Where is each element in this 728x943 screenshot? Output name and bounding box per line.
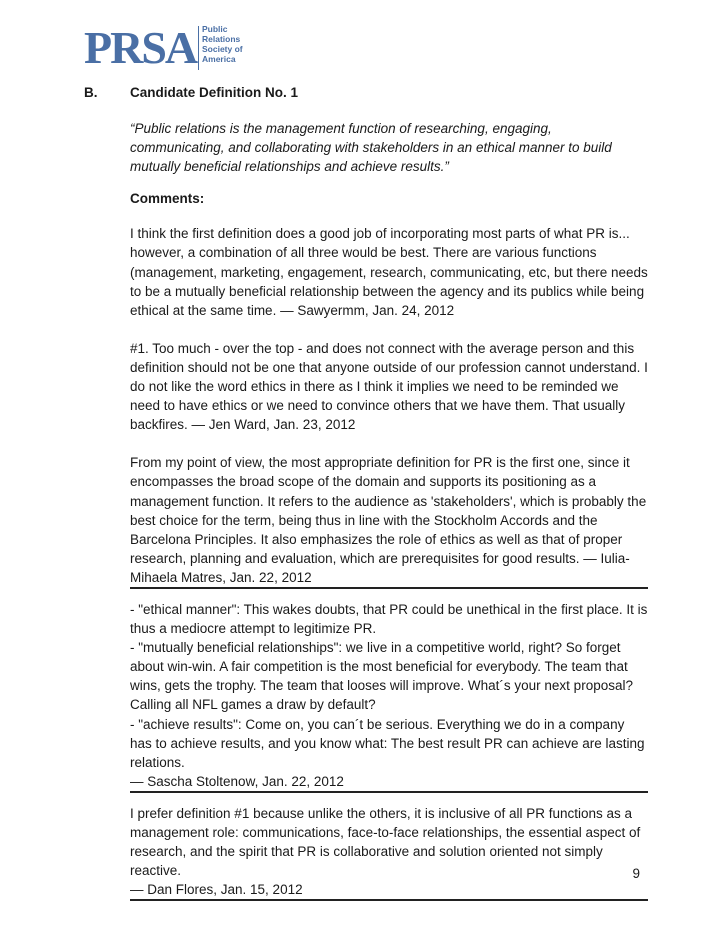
logo-line: Public: [202, 24, 228, 34]
logo-line: America: [202, 54, 236, 64]
comment: [130, 600, 648, 793]
comment-signature: — Sascha Stoltenow, Jan. 22, 2012: [130, 773, 344, 789]
prsa-logo: [84, 20, 254, 80]
comment-text: #1. Too much - over the top - and does not connect with the average person and this definition should not be one that anyone outside of our profession cannot understand. I do not like the word ethics in there as I think it implies we need to be reminded we need to have ethics or we need to convince others that we have them. That usually backfires. — Jen Ward, Jan. 23, 2012: [130, 340, 648, 433]
comments-heading: Comments:: [130, 191, 205, 207]
comment: [130, 224, 648, 319]
comment-text: I think the first definition does a good job of incorporating most parts of what PR is... however, a combination of all three would be best. There are various functions (management, marketing, engagement, research, communicating, etc, but there needs to be a mutually beneficial relationship between the agency and its publics while being ethical at the same time. — Sawyermm, Jan. 24, 2012: [130, 226, 648, 318]
comment-line: - "achieve results": Come on, you can´t be serious. Everything we do in a company has to achieve results, and you know what: The best result PR can achieve are lasting relations.: [130, 716, 645, 770]
comment: [130, 804, 648, 901]
comment: [130, 453, 648, 589]
section-title: Candidate Definition No. 1: [130, 85, 299, 100]
document-body: [130, 119, 648, 901]
comment-line: - "mutually beneficial relationships": we live in a competitive world, right? So forget about win-win. A fair competition is the most beneficial for everybody. The team that wins, gets the trophy. The team that looses will improve. What´s your next proposal? Calling all NFL games a draw by default?: [130, 640, 633, 713]
logo-mark: PRSA: [84, 22, 197, 73]
comment: [130, 339, 648, 434]
logo-divider: [198, 26, 199, 70]
logo-line: Society of: [202, 44, 243, 54]
comment-line: I prefer definition #1 because unlike the others, it is inclusive of all PR functions as a management role: communications, face-to-face relationships, the essential aspect of research, and the spirit that PR is collaborative and solution oriented not simply reactive.: [130, 805, 641, 879]
logo-line: Relations: [202, 34, 241, 44]
section-letter: B.: [84, 85, 98, 100]
comment-text: From my point of view, the most appropriate definition for PR is the first one, since it encompasses the broad scope of the domain and supports its positioning as a management function. It refers to the audience as 'stakeholders', which is probably the best choice for the term, being thus in line with the Stockholm Accords and the Barcelona Principles. It also emphasizes the role of ethics as well as that of proper research, planning and evaluation, which are prerequisites for good results. — Iulia-Mihaela Matres, Jan. 22, 2012: [130, 455, 647, 585]
definition-quote: “Public relations is the management function of researching, engaging, communicating, and collaborating with stakeholders in an ethical manner to build mutually beneficial relationships and achieve results.”: [130, 121, 612, 175]
comment-line: - "ethical manner": This wakes doubts, that PR could be unethical in the first place. It is thus a mediocre attempt to legitimize PR.: [130, 601, 648, 637]
logo-text: [202, 24, 262, 64]
page-number: 9: [632, 866, 640, 881]
comment-signature: — Dan Flores, Jan. 15, 2012: [130, 882, 303, 898]
